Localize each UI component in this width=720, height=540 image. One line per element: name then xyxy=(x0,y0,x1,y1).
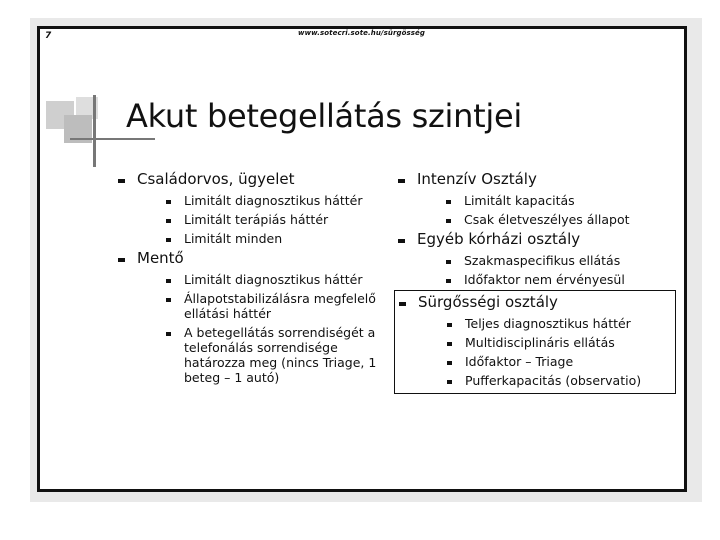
sub-list xyxy=(137,193,395,246)
bullet-icu xyxy=(395,169,685,227)
sub-bullet: Teljes diagnosztikus háttér xyxy=(445,316,675,331)
sub-bullet: Limitált diagnosztikus háttér xyxy=(164,272,395,287)
bullet-ambulance xyxy=(115,248,395,385)
slide-title: Akut betegellátás szintjei xyxy=(126,97,522,135)
sub-bullet: Időfaktor – Triage xyxy=(445,354,675,369)
deco-horizontal-line xyxy=(70,138,155,140)
sub-bullet: Multidisciplináris ellátás xyxy=(445,335,675,350)
sub-bullet: Pufferkapacitás (observatio) xyxy=(445,373,675,388)
sub-list xyxy=(417,253,685,287)
bullet-label: Családorvos, ügyelet xyxy=(137,170,295,188)
left-column xyxy=(115,167,395,386)
sub-bullet: Limitált minden xyxy=(164,231,395,246)
bullet-familydoctor xyxy=(115,169,395,246)
slide xyxy=(37,26,687,492)
sub-bullet: Állapotstabilizálásra megfelelő ellátási háttér xyxy=(164,291,395,321)
bullet-list xyxy=(115,169,395,385)
bullet-other-ward xyxy=(395,229,685,287)
bullet-label: Intenzív Osztály xyxy=(417,170,537,188)
bullet-list xyxy=(396,292,675,388)
page-number: 7 xyxy=(45,31,52,41)
sub-list xyxy=(137,272,395,385)
emergency-highlight-box xyxy=(394,290,676,394)
bullet-list xyxy=(395,169,685,287)
bullet-label: Sürgősségi osztály xyxy=(418,293,558,311)
sub-bullet: Limitált kapacitás xyxy=(444,193,685,208)
right-column xyxy=(395,167,685,394)
bullet-label: Egyéb kórházi osztály xyxy=(417,230,581,248)
deco-vertical-line xyxy=(93,95,96,167)
source-url: www.sotecri.sote.hu/sürgösség xyxy=(298,29,426,37)
sub-bullet: Limitált diagnosztikus háttér xyxy=(164,193,395,208)
sub-bullet: Időfaktor nem érvényesül xyxy=(444,272,685,287)
bullet-label: Mentő xyxy=(137,249,184,267)
sub-bullet: Csak életveszélyes állapot xyxy=(444,212,685,227)
sub-list xyxy=(418,316,675,388)
sub-bullet: A betegellátás sorrendiségét a telefonálás sorrendisége határozza meg (nincs Triage, 1 beteg – 1 autó) xyxy=(164,325,395,385)
bullet-emergency xyxy=(396,292,675,388)
sub-list xyxy=(417,193,685,227)
sub-bullet: Szakmaspecifikus ellátás xyxy=(444,253,685,268)
sub-bullet: Limitált terápiás háttér xyxy=(164,212,395,227)
